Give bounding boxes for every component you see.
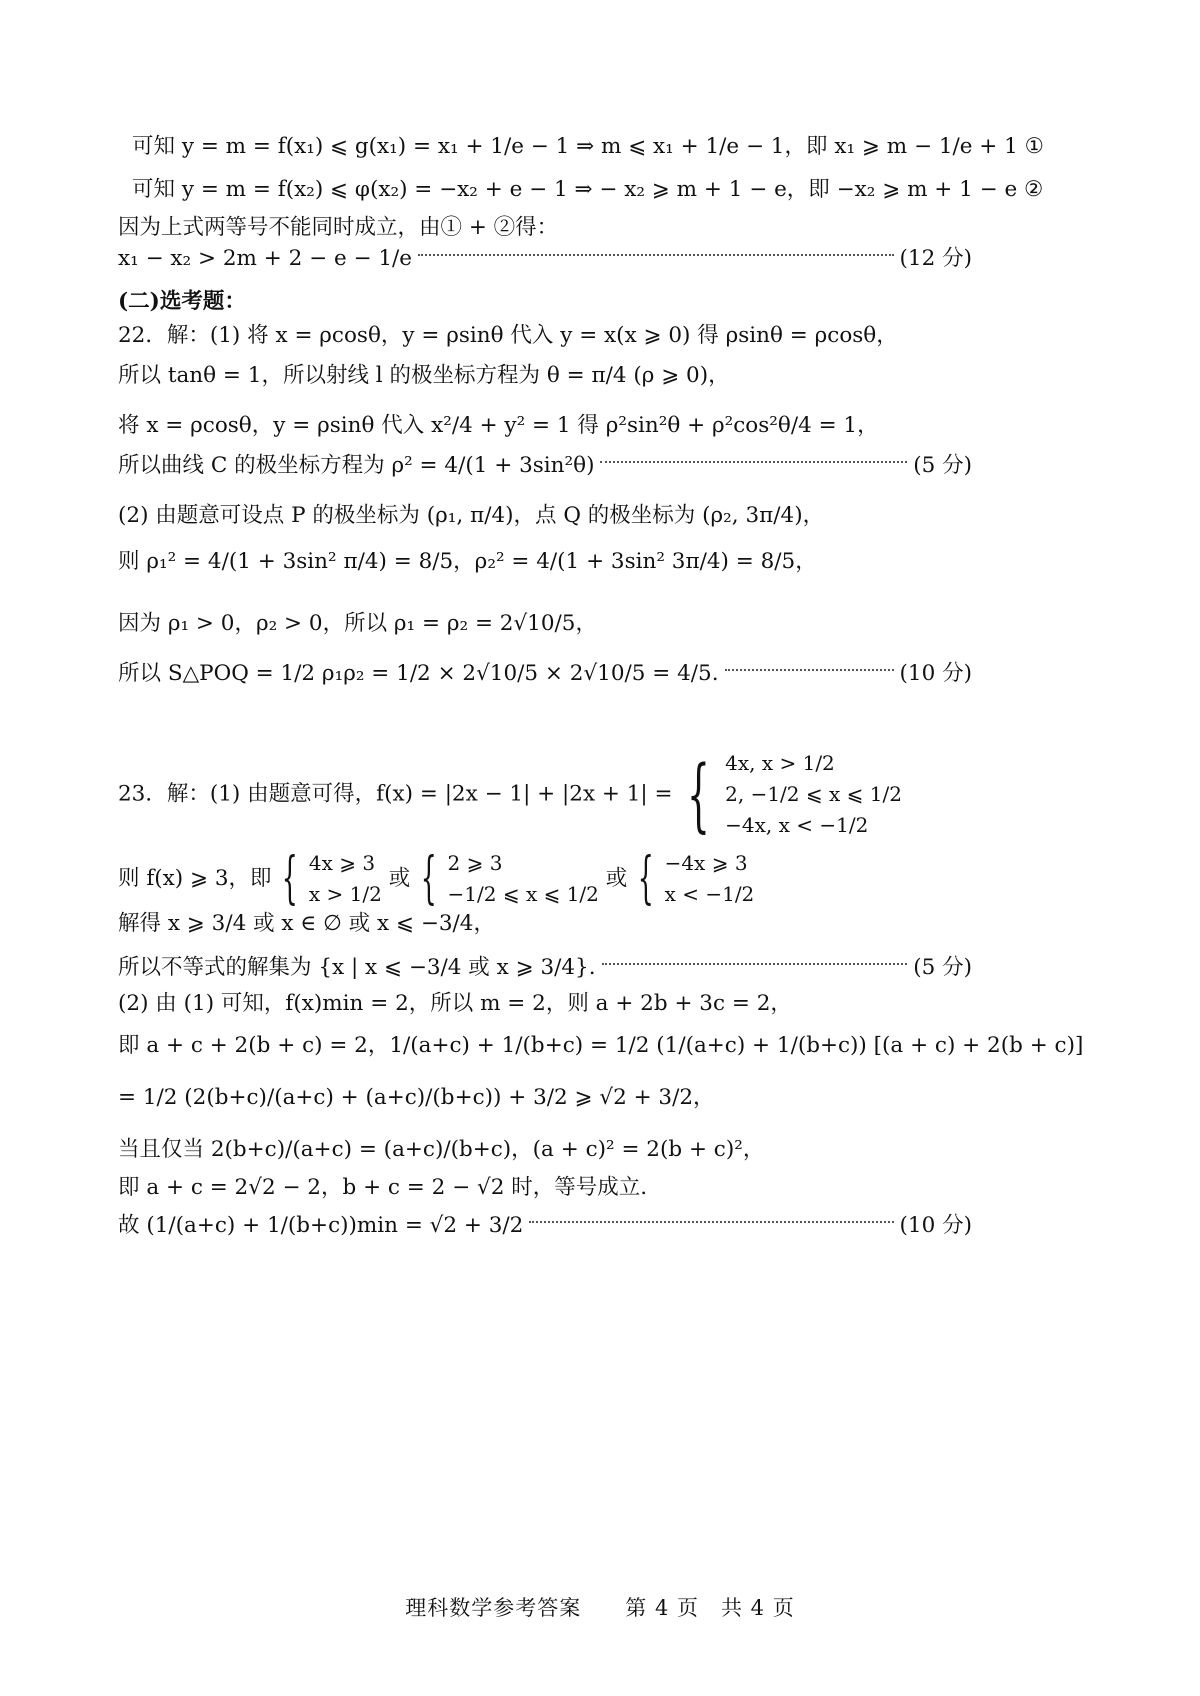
score-label: (12 分)	[899, 246, 972, 271]
case-3: −4x, x < −1/2	[725, 813, 869, 837]
text-line-15	[118, 848, 1200, 910]
line-23-text: 故 (1/(a+c) + 1/(b+c))min = √2 + 3/2	[118, 1213, 524, 1238]
line-17-text: 所以不等式的解集为 {x | x ⩽ −3/4 或 x ⩾ 3/4}.	[118, 955, 596, 980]
line-15-text: 则 f(x) ⩾ 3，即	[118, 866, 272, 891]
left-brace: {	[282, 846, 299, 911]
piecewise-cases	[725, 748, 902, 841]
text-line-14	[118, 748, 1200, 841]
text-line-6: 22．解：(1) 将 x = ρcosθ，y = ρsinθ 代入 y = x(x ⩾ 0) 得 ρsinθ = ρcosθ，	[118, 323, 898, 348]
text-line-11: 则 ρ₁² = 4/(1 + 3sin² π/4) = 8/5，ρ₂² = 4/(1 + 3sin² 3π/4) = 8/5，	[118, 549, 817, 574]
page-footer: 理科数学参考答案 第 4 页 共 4 页	[405, 1596, 795, 1620]
or-word: 或	[388, 866, 411, 891]
text-line-3: 因为上式两等号不能同时成立，由① + ②得：	[118, 215, 559, 240]
line-9-text: 所以曲线 C 的极坐标方程为 ρ² = 4/(1 + 3sin²θ)	[118, 453, 595, 478]
text-line-20: = 1/2 (2(b+c)/(a+c) + (a+c)/(b+c)) + 3/2 ⩾ √2 + 3/2，	[118, 1085, 715, 1110]
case-2: 2, −1/2 ⩽ x ⩽ 1/2	[725, 782, 902, 806]
system-3	[665, 848, 755, 910]
system-2-eq-2: −1/2 ⩽ x ⩽ 1/2	[447, 882, 599, 906]
score-label: (10 分)	[899, 661, 972, 686]
text-line-12: 因为 ρ₁ > 0，ρ₂ > 0，所以 ρ₁ = ρ₂ = 2√10/5，	[118, 611, 597, 636]
line-4-text: x₁ − x₂ > 2m + 2 − e − 1/e	[118, 246, 413, 271]
leader-dots	[529, 1221, 893, 1223]
text-line-13	[118, 662, 972, 687]
text-line-17	[118, 956, 972, 981]
left-brace: {	[637, 846, 654, 911]
text-line-10: (2) 由题意可设点 P 的极坐标为 (ρ₁, π/4)，点 Q 的极坐标为 (ρ₂, 3π/4)，	[118, 503, 825, 528]
text-line-4	[118, 247, 972, 272]
text-line-8: 将 x = ρcosθ，y = ρsinθ 代入 x²/4 + y² = 1 得 ρ²sin²θ + ρ²cos²θ/4 = 1，	[118, 413, 879, 438]
left-brace: {	[687, 747, 711, 841]
system-1-eq-2: x > 1/2	[308, 882, 382, 906]
score-label: (5 分)	[913, 453, 972, 478]
system-3-eq-1: −4x ⩾ 3	[664, 851, 748, 875]
text-line-1: 可知 y = m = f(x₁) ⩽ g(x₁) = x₁ + 1/e − 1 ⇒ m ⩽ x₁ + 1/e − 1，即 x₁ ⩾ m − 1/e + 1 ①	[132, 134, 1044, 159]
text-line-7: 所以 tanθ = 1，所以射线 l 的极坐标方程为 θ = π/4 (ρ ⩾ 0)，	[118, 363, 730, 388]
text-line-18: (2) 由 (1) 可知，f(x)min = 2，所以 m = 2，则 a + 2b + 3c = 2，	[118, 991, 792, 1016]
text-line-2: 可知 y = m = f(x₂) ⩽ φ(x₂) = −x₂ + e − 1 ⇒ − x₂ ⩾ m + 1 − e，即 −x₂ ⩾ m + 1 − e ②	[132, 177, 1044, 202]
system-1-eq-1: 4x ⩾ 3	[308, 851, 376, 875]
leader-dots	[602, 963, 908, 965]
section-heading: (二)选考题：	[118, 289, 246, 314]
score-label: (5 分)	[913, 955, 972, 980]
system-2-eq-1: 2 ⩾ 3	[447, 851, 503, 875]
text-line-21: 当且仅当 2(b+c)/(a+c) = (a+c)/(b+c)，(a + c)² = 2(b + c)²，	[118, 1137, 765, 1162]
leader-dots	[418, 254, 894, 256]
left-brace: {	[420, 846, 437, 911]
text-line-9	[118, 454, 972, 479]
leader-dots	[600, 461, 907, 463]
leader-dots	[725, 669, 894, 671]
system-3-eq-2: x < −1/2	[664, 882, 755, 906]
line-13-text: 所以 S△POQ = 1/2 ρ₁ρ₂ = 1/2 × 2√10/5 × 2√10/5 = 4/5.	[118, 661, 719, 686]
or-word: 或	[605, 866, 628, 891]
text-line-22: 即 a + c = 2√2 − 2，b + c = 2 − √2 时，等号成立.	[118, 1175, 648, 1200]
line-14-text: 23．解：(1) 由题意可得，f(x) = |2x − 1| + |2x + 1| =	[118, 781, 673, 807]
system-1	[309, 848, 382, 910]
score-label: (10 分)	[899, 1213, 972, 1238]
case-1: 4x, x > 1/2	[725, 751, 835, 775]
text-line-23	[118, 1214, 972, 1239]
text-line-16: 解得 x ⩾ 3/4 或 x ∈ ∅ 或 x ⩽ −3/4，	[118, 911, 495, 936]
text-line-19: 即 a + c + 2(b + c) = 2，1/(a+c) + 1/(b+c) = 1/2 (1/(a+c) + 1/(b+c)) [(a + c) + 2(b + c)]	[118, 1033, 1084, 1058]
system-2	[448, 848, 599, 910]
